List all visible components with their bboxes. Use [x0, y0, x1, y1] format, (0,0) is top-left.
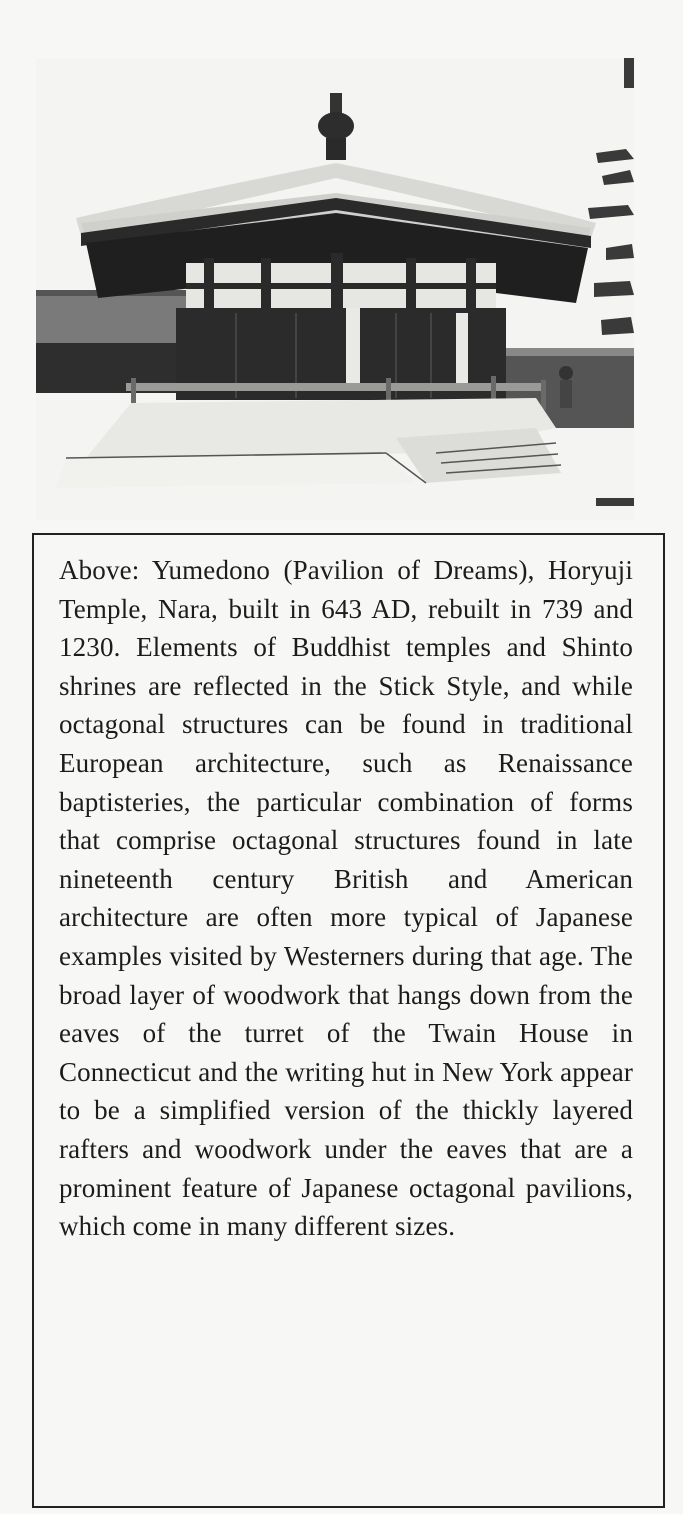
caption-box: [32, 533, 665, 1508]
caption-text: Above: Yumedono (Pavilion of Dreams), Horyuji Temple, Nara, built in 643 AD, rebuilt in 739 and 1230. Elements of Buddhist temples and Shinto shrines are reflected in the Stick Style, and while octagonal structures can be found in traditional European architecture, such as Renaissance baptisteries, the particular combination of forms that comprise octagonal structures found in late nineteenth century British and American architecture are often more typical of Japanese examples visited by Westerners during that age. The broad layer of woodwork that hangs down from the eaves of the turret of the Twain House in Connecticut and the writing hut in New York appear to be a simplified version of the thickly layered rafters and woodwork under the eaves that are a prominent feature of Japanese octagonal pavilions, which come in many different sizes.: [59, 555, 633, 1242]
pavilion-photo: [36, 58, 634, 520]
